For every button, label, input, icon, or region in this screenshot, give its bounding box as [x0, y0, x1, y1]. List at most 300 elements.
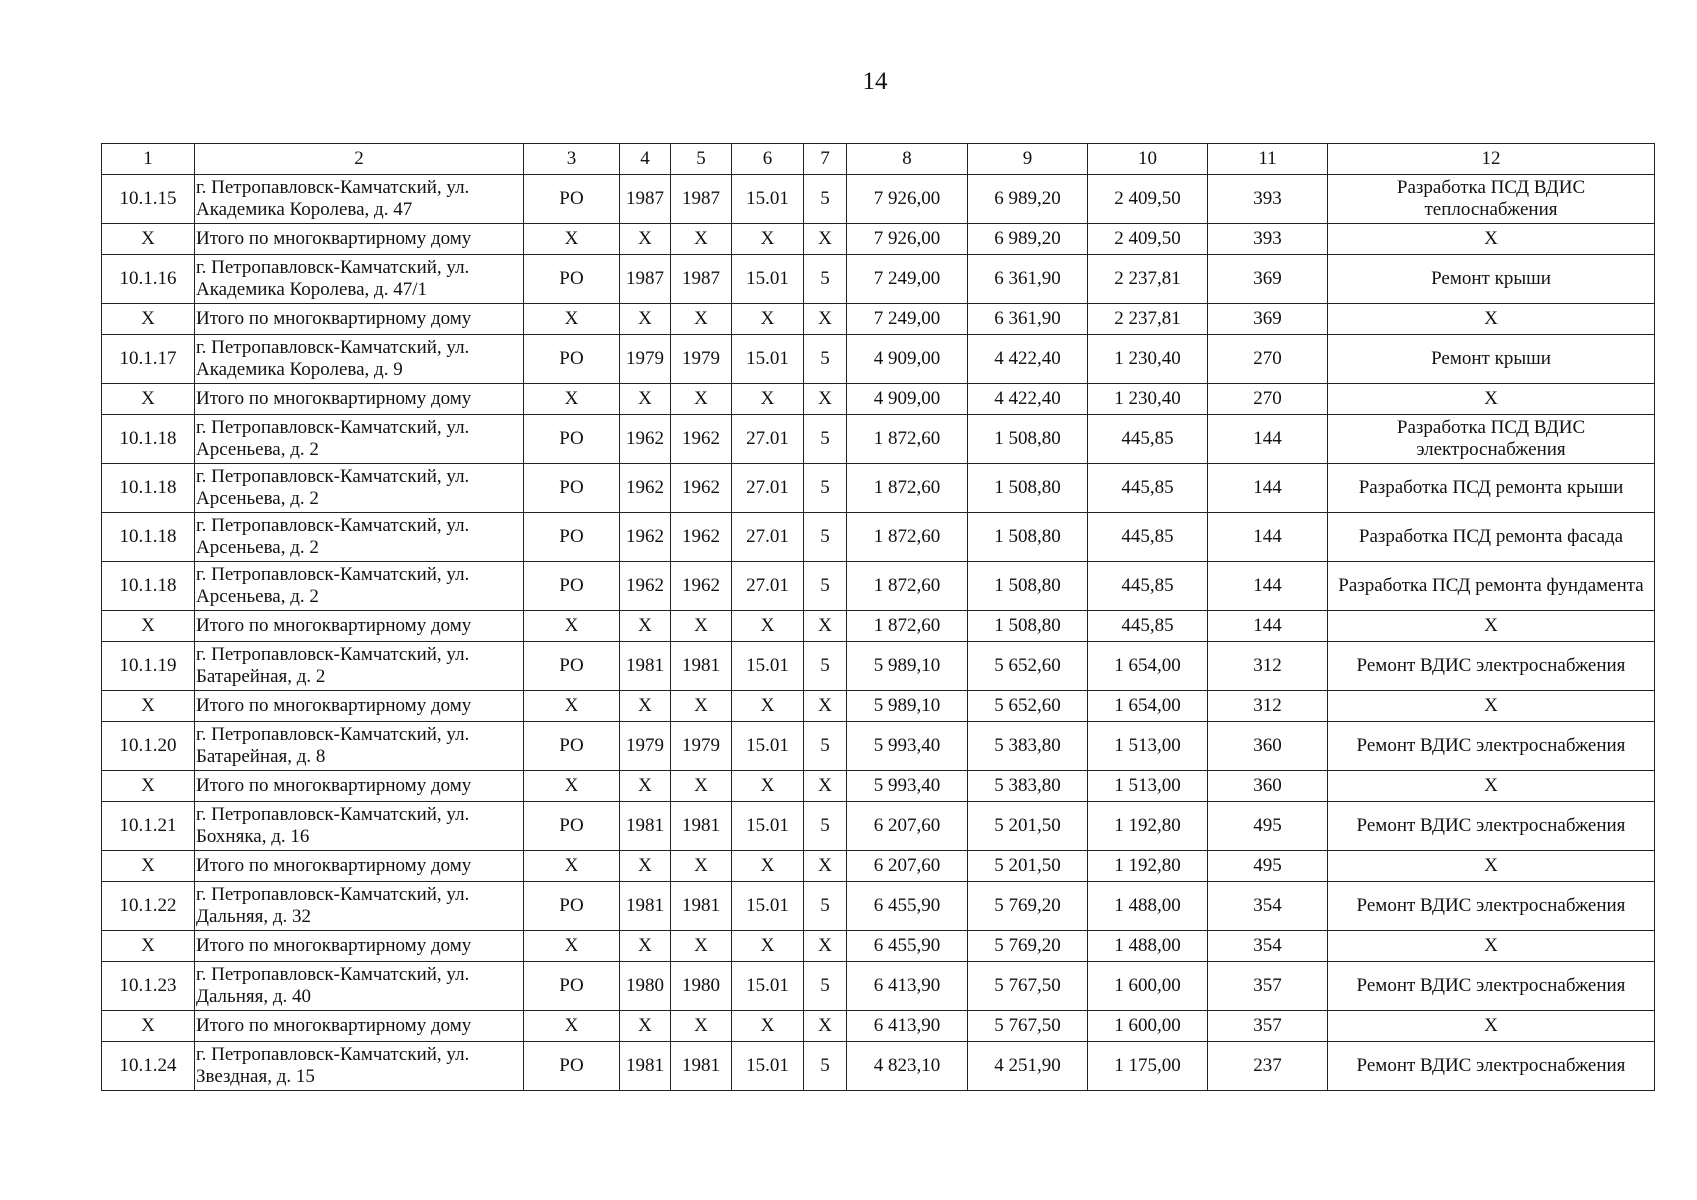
total-area-cell: 6 207,60: [847, 802, 968, 851]
work-type-cell: Ремонт крыши: [1328, 255, 1655, 304]
owner-cell: РО: [524, 415, 620, 464]
column-header: 2: [195, 144, 524, 175]
row-number: 10.1.23: [102, 962, 195, 1011]
total-area-cell: 5 989,10: [847, 691, 968, 722]
address-cell: г. Петропавловск-Камчатский, ул. Арсеньева, д. 2: [195, 464, 524, 513]
year-built-cell: 1962: [620, 562, 671, 611]
column-header: 11: [1208, 144, 1328, 175]
total-area-cell: 4 909,00: [847, 335, 968, 384]
common-area-cell: 2 237,81: [1088, 304, 1208, 335]
owner-cell: РО: [524, 882, 620, 931]
year-built-cell: 1981: [620, 802, 671, 851]
work-type-cell: Разработка ПСД ВДИС теплоснабжения: [1328, 175, 1655, 224]
total-area-cell: 1 872,60: [847, 562, 968, 611]
table-row: [102, 513, 1655, 562]
wall-material-cell: Х: [732, 224, 804, 255]
wall-material-cell: 15.01: [732, 642, 804, 691]
work-type-cell: Ремонт крыши: [1328, 335, 1655, 384]
living-area-cell: 5 383,80: [968, 771, 1088, 802]
wall-material-cell: Х: [732, 851, 804, 882]
column-header: 1: [102, 144, 195, 175]
year-commissioned-cell: 1979: [671, 335, 732, 384]
work-type-cell: Х: [1328, 304, 1655, 335]
living-area-cell: 4 422,40: [968, 384, 1088, 415]
row-number: 10.1.16: [102, 255, 195, 304]
owner-cell: РО: [524, 562, 620, 611]
address-cell: Итого по многоквартирному дому: [195, 931, 524, 962]
work-type-cell: Разработка ПСД ВДИС электроснабжения: [1328, 415, 1655, 464]
year-commissioned-cell: Х: [671, 851, 732, 882]
row-number: 10.1.19: [102, 642, 195, 691]
year-commissioned-cell: Х: [671, 304, 732, 335]
table-row: [102, 1042, 1655, 1091]
common-area-cell: 445,85: [1088, 415, 1208, 464]
wall-material-cell: 15.01: [732, 175, 804, 224]
living-area-cell: 1 508,80: [968, 611, 1088, 642]
row-number: Х: [102, 851, 195, 882]
residents-cell: 144: [1208, 464, 1328, 513]
year-commissioned-cell: Х: [671, 384, 732, 415]
year-commissioned-cell: 1962: [671, 415, 732, 464]
total-area-cell: 6 455,90: [847, 882, 968, 931]
floors-cell: 5: [804, 722, 847, 771]
year-commissioned-cell: Х: [671, 224, 732, 255]
year-commissioned-cell: Х: [671, 1011, 732, 1042]
total-row: [102, 1011, 1655, 1042]
residents-cell: 393: [1208, 224, 1328, 255]
living-area-cell: 6 361,90: [968, 304, 1088, 335]
year-commissioned-cell: 1987: [671, 255, 732, 304]
floors-cell: 5: [804, 802, 847, 851]
column-header: 12: [1328, 144, 1655, 175]
total-area-cell: 7 249,00: [847, 304, 968, 335]
year-built-cell: 1987: [620, 255, 671, 304]
floors-cell: Х: [804, 691, 847, 722]
work-type-cell: Ремонт ВДИС электроснабжения: [1328, 722, 1655, 771]
wall-material-cell: 27.01: [732, 513, 804, 562]
owner-cell: Х: [524, 611, 620, 642]
year-built-cell: Х: [620, 851, 671, 882]
table-row: [102, 255, 1655, 304]
wall-material-cell: Х: [732, 771, 804, 802]
living-area-cell: 5 201,50: [968, 802, 1088, 851]
address-cell: г. Петропавловск-Камчатский, ул. Дальняя, д. 40: [195, 962, 524, 1011]
living-area-cell: 5 767,50: [968, 1011, 1088, 1042]
wall-material-cell: 15.01: [732, 722, 804, 771]
total-area-cell: 7 926,00: [847, 224, 968, 255]
work-type-cell: Разработка ПСД ремонта фасада: [1328, 513, 1655, 562]
row-number: Х: [102, 384, 195, 415]
year-commissioned-cell: 1962: [671, 562, 732, 611]
year-commissioned-cell: Х: [671, 931, 732, 962]
residents-cell: 354: [1208, 882, 1328, 931]
address-cell: г. Петропавловск-Камчатский, ул. Бохняка, д. 16: [195, 802, 524, 851]
year-commissioned-cell: 1962: [671, 513, 732, 562]
row-number: 10.1.24: [102, 1042, 195, 1091]
total-area-cell: 4 823,10: [847, 1042, 968, 1091]
living-area-cell: 4 422,40: [968, 335, 1088, 384]
owner-cell: РО: [524, 255, 620, 304]
residents-cell: 360: [1208, 722, 1328, 771]
wall-material-cell: 15.01: [732, 255, 804, 304]
row-number: Х: [102, 611, 195, 642]
year-built-cell: 1987: [620, 175, 671, 224]
total-area-cell: 5 993,40: [847, 771, 968, 802]
residents-cell: 495: [1208, 851, 1328, 882]
wall-material-cell: Х: [732, 691, 804, 722]
row-number: Х: [102, 224, 195, 255]
work-type-cell: Ремонт ВДИС электроснабжения: [1328, 802, 1655, 851]
row-number: 10.1.17: [102, 335, 195, 384]
total-area-cell: 5 989,10: [847, 642, 968, 691]
wall-material-cell: 27.01: [732, 562, 804, 611]
year-built-cell: 1979: [620, 722, 671, 771]
floors-cell: 5: [804, 335, 847, 384]
residents-cell: 357: [1208, 962, 1328, 1011]
common-area-cell: 1 600,00: [1088, 1011, 1208, 1042]
year-commissioned-cell: Х: [671, 611, 732, 642]
year-built-cell: 1980: [620, 962, 671, 1011]
residents-cell: 144: [1208, 513, 1328, 562]
year-built-cell: Х: [620, 611, 671, 642]
wall-material-cell: Х: [732, 304, 804, 335]
living-area-cell: 5 767,50: [968, 962, 1088, 1011]
floors-cell: 5: [804, 882, 847, 931]
address-cell: г. Петропавловск-Камчатский, ул. Батарейная, д. 8: [195, 722, 524, 771]
address-cell: Итого по многоквартирному дому: [195, 771, 524, 802]
living-area-cell: 5 383,80: [968, 722, 1088, 771]
floors-cell: Х: [804, 771, 847, 802]
column-header: 6: [732, 144, 804, 175]
row-number: 10.1.21: [102, 802, 195, 851]
common-area-cell: 1 654,00: [1088, 691, 1208, 722]
living-area-cell: 5 769,20: [968, 931, 1088, 962]
table-body: [102, 175, 1655, 1091]
wall-material-cell: Х: [732, 384, 804, 415]
common-area-cell: 1 513,00: [1088, 722, 1208, 771]
column-header: 3: [524, 144, 620, 175]
year-built-cell: 1981: [620, 882, 671, 931]
year-commissioned-cell: 1981: [671, 1042, 732, 1091]
owner-cell: РО: [524, 1042, 620, 1091]
common-area-cell: 445,85: [1088, 464, 1208, 513]
row-number: 10.1.22: [102, 882, 195, 931]
address-cell: г. Петропавловск-Камчатский, ул. Дальняя, д. 32: [195, 882, 524, 931]
address-cell: Итого по многоквартирному дому: [195, 384, 524, 415]
address-cell: Итого по многоквартирному дому: [195, 851, 524, 882]
row-number: 10.1.20: [102, 722, 195, 771]
common-area-cell: 1 488,00: [1088, 931, 1208, 962]
owner-cell: Х: [524, 224, 620, 255]
common-area-cell: 2 409,50: [1088, 224, 1208, 255]
year-commissioned-cell: 1962: [671, 464, 732, 513]
table-row: [102, 415, 1655, 464]
common-area-cell: 1 488,00: [1088, 882, 1208, 931]
floors-cell: 5: [804, 464, 847, 513]
year-commissioned-cell: 1981: [671, 802, 732, 851]
total-row: [102, 611, 1655, 642]
residents-cell: 237: [1208, 1042, 1328, 1091]
year-commissioned-cell: 1980: [671, 962, 732, 1011]
address-cell: г. Петропавловск-Камчатский, ул. Арсеньева, д. 2: [195, 562, 524, 611]
page-number: 14: [862, 68, 888, 95]
owner-cell: РО: [524, 335, 620, 384]
living-area-cell: 5 769,20: [968, 882, 1088, 931]
year-built-cell: Х: [620, 1011, 671, 1042]
row-number: 10.1.18: [102, 513, 195, 562]
year-built-cell: 1962: [620, 464, 671, 513]
work-type-cell: Х: [1328, 611, 1655, 642]
owner-cell: Х: [524, 384, 620, 415]
year-commissioned-cell: 1987: [671, 175, 732, 224]
table-row: [102, 562, 1655, 611]
owner-cell: РО: [524, 962, 620, 1011]
total-row: [102, 691, 1655, 722]
work-type-cell: Х: [1328, 931, 1655, 962]
residents-cell: 270: [1208, 384, 1328, 415]
work-type-cell: Х: [1328, 384, 1655, 415]
column-header: 7: [804, 144, 847, 175]
year-commissioned-cell: Х: [671, 771, 732, 802]
work-type-cell: Ремонт ВДИС электроснабжения: [1328, 642, 1655, 691]
address-cell: Итого по многоквартирному дому: [195, 1011, 524, 1042]
total-area-cell: 6 413,90: [847, 962, 968, 1011]
total-area-cell: 6 413,90: [847, 1011, 968, 1042]
address-cell: Итого по многоквартирному дому: [195, 611, 524, 642]
total-area-cell: 7 926,00: [847, 175, 968, 224]
floors-cell: 5: [804, 642, 847, 691]
wall-material-cell: 15.01: [732, 882, 804, 931]
year-built-cell: 1981: [620, 1042, 671, 1091]
common-area-cell: 1 513,00: [1088, 771, 1208, 802]
year-commissioned-cell: 1981: [671, 882, 732, 931]
total-row: [102, 304, 1655, 335]
owner-cell: РО: [524, 642, 620, 691]
floors-cell: Х: [804, 611, 847, 642]
owner-cell: Х: [524, 691, 620, 722]
work-type-cell: Ремонт ВДИС электроснабжения: [1328, 962, 1655, 1011]
column-header: 9: [968, 144, 1088, 175]
row-number: Х: [102, 691, 195, 722]
year-built-cell: 1962: [620, 415, 671, 464]
year-built-cell: Х: [620, 931, 671, 962]
common-area-cell: 2 237,81: [1088, 255, 1208, 304]
total-row: [102, 931, 1655, 962]
year-commissioned-cell: Х: [671, 691, 732, 722]
common-area-cell: 1 654,00: [1088, 642, 1208, 691]
total-row: [102, 384, 1655, 415]
column-header: 10: [1088, 144, 1208, 175]
year-commissioned-cell: 1979: [671, 722, 732, 771]
table-row: [102, 802, 1655, 851]
row-number: Х: [102, 771, 195, 802]
common-area-cell: 1 600,00: [1088, 962, 1208, 1011]
year-commissioned-cell: 1981: [671, 642, 732, 691]
address-cell: г. Петропавловск-Камчатский, ул. Звездная, д. 15: [195, 1042, 524, 1091]
year-built-cell: 1981: [620, 642, 671, 691]
work-type-cell: Х: [1328, 851, 1655, 882]
work-type-cell: Ремонт ВДИС электроснабжения: [1328, 882, 1655, 931]
floors-cell: Х: [804, 931, 847, 962]
owner-cell: Х: [524, 851, 620, 882]
total-row: [102, 851, 1655, 882]
wall-material-cell: 27.01: [732, 464, 804, 513]
table-row: [102, 464, 1655, 513]
floors-cell: Х: [804, 304, 847, 335]
address-cell: г. Петропавловск-Камчатский, ул. Академика Королева, д. 47/1: [195, 255, 524, 304]
common-area-cell: 1 192,80: [1088, 851, 1208, 882]
column-header: 4: [620, 144, 671, 175]
work-type-cell: Х: [1328, 771, 1655, 802]
residents-cell: 369: [1208, 304, 1328, 335]
living-area-cell: 1 508,80: [968, 513, 1088, 562]
living-area-cell: 1 508,80: [968, 415, 1088, 464]
address-cell: г. Петропавловск-Камчатский, ул. Академика Королева, д. 47: [195, 175, 524, 224]
living-area-cell: 4 251,90: [968, 1042, 1088, 1091]
common-area-cell: 445,85: [1088, 513, 1208, 562]
residents-cell: 312: [1208, 691, 1328, 722]
column-header: 5: [671, 144, 732, 175]
work-type-cell: Разработка ПСД ремонта крыши: [1328, 464, 1655, 513]
owner-cell: РО: [524, 513, 620, 562]
address-cell: г. Петропавловск-Камчатский, ул. Академика Королева, д. 9: [195, 335, 524, 384]
address-cell: Итого по многоквартирному дому: [195, 304, 524, 335]
wall-material-cell: 15.01: [732, 1042, 804, 1091]
row-number: Х: [102, 304, 195, 335]
total-area-cell: 1 872,60: [847, 415, 968, 464]
living-area-cell: 1 508,80: [968, 562, 1088, 611]
floors-cell: 5: [804, 562, 847, 611]
owner-cell: РО: [524, 464, 620, 513]
common-area-cell: 1 175,00: [1088, 1042, 1208, 1091]
owner-cell: РО: [524, 802, 620, 851]
floors-cell: 5: [804, 513, 847, 562]
residents-cell: 312: [1208, 642, 1328, 691]
living-area-cell: 6 989,20: [968, 224, 1088, 255]
floors-cell: Х: [804, 1011, 847, 1042]
table-row: [102, 175, 1655, 224]
address-cell: г. Петропавловск-Камчатский, ул. Арсеньева, д. 2: [195, 513, 524, 562]
row-number: 10.1.18: [102, 464, 195, 513]
table-row: [102, 962, 1655, 1011]
common-area-cell: 1 230,40: [1088, 384, 1208, 415]
owner-cell: Х: [524, 304, 620, 335]
wall-material-cell: Х: [732, 931, 804, 962]
living-area-cell: 5 652,60: [968, 642, 1088, 691]
year-built-cell: Х: [620, 691, 671, 722]
year-built-cell: 1962: [620, 513, 671, 562]
table-row: [102, 722, 1655, 771]
total-area-cell: 6 455,90: [847, 931, 968, 962]
total-area-cell: 4 909,00: [847, 384, 968, 415]
row-number: 10.1.15: [102, 175, 195, 224]
living-area-cell: 6 361,90: [968, 255, 1088, 304]
address-cell: г. Петропавловск-Камчатский, ул. Батарейная, д. 2: [195, 642, 524, 691]
common-area-cell: 445,85: [1088, 562, 1208, 611]
owner-cell: РО: [524, 175, 620, 224]
row-number: Х: [102, 931, 195, 962]
common-area-cell: 2 409,50: [1088, 175, 1208, 224]
living-area-cell: 5 201,50: [968, 851, 1088, 882]
year-built-cell: Х: [620, 771, 671, 802]
residents-cell: 495: [1208, 802, 1328, 851]
address-cell: г. Петропавловск-Камчатский, ул. Арсеньева, д. 2: [195, 415, 524, 464]
living-area-cell: 1 508,80: [968, 464, 1088, 513]
floors-cell: 5: [804, 175, 847, 224]
column-header: 8: [847, 144, 968, 175]
year-built-cell: 1979: [620, 335, 671, 384]
wall-material-cell: 15.01: [732, 802, 804, 851]
register-table: [101, 143, 1655, 1091]
wall-material-cell: 15.01: [732, 335, 804, 384]
residents-cell: 369: [1208, 255, 1328, 304]
row-number: 10.1.18: [102, 562, 195, 611]
residents-cell: 354: [1208, 931, 1328, 962]
living-area-cell: 5 652,60: [968, 691, 1088, 722]
residents-cell: 270: [1208, 335, 1328, 384]
residents-cell: 144: [1208, 562, 1328, 611]
owner-cell: РО: [524, 722, 620, 771]
work-type-cell: Х: [1328, 691, 1655, 722]
residents-cell: 360: [1208, 771, 1328, 802]
total-area-cell: 1 872,60: [847, 513, 968, 562]
table-row: [102, 642, 1655, 691]
floors-cell: Х: [804, 224, 847, 255]
address-cell: Итого по многоквартирному дому: [195, 691, 524, 722]
common-area-cell: 1 230,40: [1088, 335, 1208, 384]
address-cell: Итого по многоквартирному дому: [195, 224, 524, 255]
residents-cell: 144: [1208, 415, 1328, 464]
column-number-row: [102, 144, 1655, 175]
total-area-cell: 1 872,60: [847, 611, 968, 642]
common-area-cell: 445,85: [1088, 611, 1208, 642]
floors-cell: 5: [804, 962, 847, 1011]
table-header: [102, 144, 1655, 175]
owner-cell: Х: [524, 931, 620, 962]
residents-cell: 393: [1208, 175, 1328, 224]
work-type-cell: Ремонт ВДИС электроснабжения: [1328, 1042, 1655, 1091]
total-area-cell: 6 207,60: [847, 851, 968, 882]
floors-cell: Х: [804, 384, 847, 415]
row-number: 10.1.18: [102, 415, 195, 464]
wall-material-cell: Х: [732, 611, 804, 642]
total-area-cell: 5 993,40: [847, 722, 968, 771]
owner-cell: Х: [524, 1011, 620, 1042]
owner-cell: Х: [524, 771, 620, 802]
table-row: [102, 882, 1655, 931]
table-row: [102, 335, 1655, 384]
work-type-cell: Х: [1328, 224, 1655, 255]
floors-cell: 5: [804, 255, 847, 304]
work-type-cell: Разработка ПСД ремонта фундамента: [1328, 562, 1655, 611]
living-area-cell: 6 989,20: [968, 175, 1088, 224]
total-row: [102, 771, 1655, 802]
wall-material-cell: 15.01: [732, 962, 804, 1011]
year-built-cell: Х: [620, 224, 671, 255]
year-built-cell: Х: [620, 384, 671, 415]
total-row: [102, 224, 1655, 255]
common-area-cell: 1 192,80: [1088, 802, 1208, 851]
year-built-cell: Х: [620, 304, 671, 335]
total-area-cell: 1 872,60: [847, 464, 968, 513]
wall-material-cell: Х: [732, 1011, 804, 1042]
row-number: Х: [102, 1011, 195, 1042]
total-area-cell: 7 249,00: [847, 255, 968, 304]
residents-cell: 357: [1208, 1011, 1328, 1042]
wall-material-cell: 27.01: [732, 415, 804, 464]
floors-cell: Х: [804, 851, 847, 882]
work-type-cell: Х: [1328, 1011, 1655, 1042]
